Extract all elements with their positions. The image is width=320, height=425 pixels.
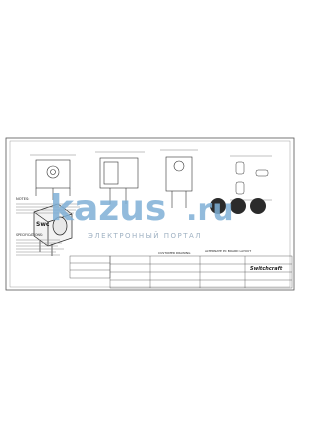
watermark-brand: kazus [50,188,167,229]
part-label: Swc [36,221,50,228]
watermark-domain: .ru [186,193,234,228]
notes-heading: NOTES: [16,197,30,201]
section-label: CUSTOMER DRAWING [158,251,191,255]
alternate-layout-label: ALTERNATE PC BOARD LAYOUT [205,249,252,253]
specifications-heading: SPECIFICATIONS: [16,233,43,237]
company-name: Switchcraft [250,266,283,272]
watermark-subtitle: ЭЛЕКТРОННЫЙ ПОРТАЛ [88,232,203,240]
